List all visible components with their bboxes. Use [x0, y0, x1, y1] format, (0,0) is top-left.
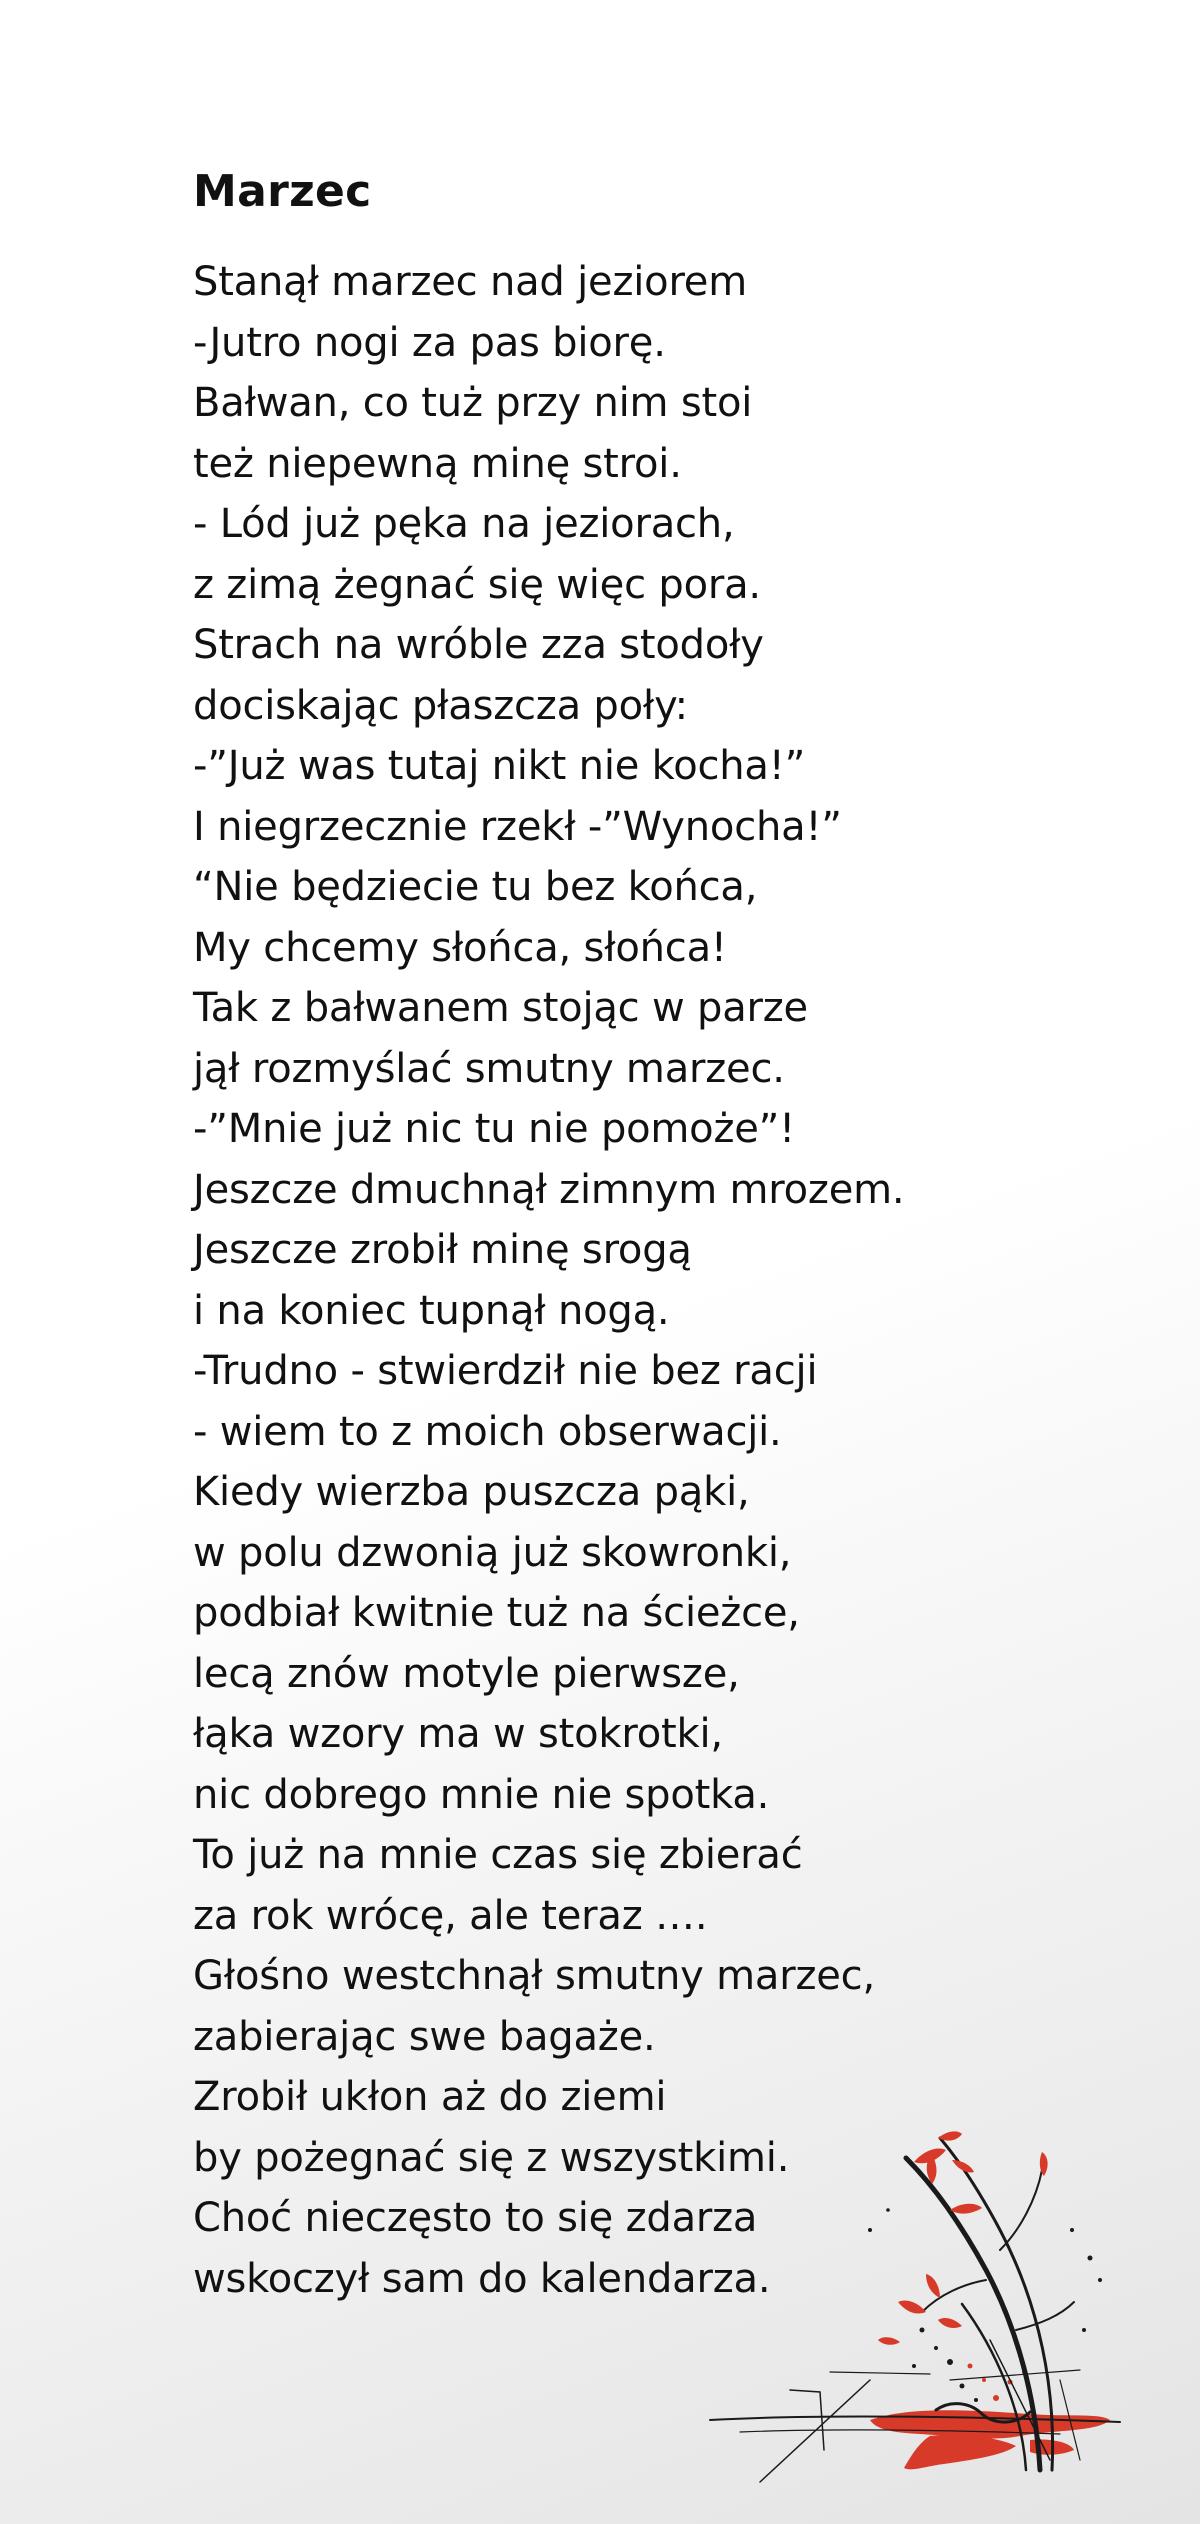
red-dot	[968, 2364, 973, 2369]
branch-stem	[1000, 2170, 1042, 2250]
poem-line: -Trudno - stwierdził nie bez racji	[193, 1348, 818, 1394]
branch-stem	[1016, 2302, 1074, 2330]
poem-line: - wiem to z moich obserwacji.	[193, 1408, 782, 1455]
leaf	[898, 2300, 926, 2313]
poem-line: Jeszcze dmuchnął zimnym mrozem.	[193, 1166, 905, 1213]
poem-lines	[193, 252, 1093, 2309]
poem-line: jął rozmyślać smutny marzec.	[193, 1045, 785, 1092]
poem-title: Marzec	[193, 166, 372, 217]
red-dot	[993, 2395, 999, 2401]
ink-dot	[912, 2364, 916, 2368]
ink-dot	[868, 2228, 872, 2232]
poem-line: My chcemy słońca, słońca!	[193, 924, 727, 971]
poem-line: i na koniec tupnął nogą.	[193, 1287, 670, 1334]
willow-branch-icon	[700, 2080, 1170, 2500]
ink-dot	[1088, 2256, 1093, 2261]
sketch-line	[830, 2372, 930, 2374]
ink-dot	[1070, 2228, 1074, 2232]
ink-dot	[886, 2208, 890, 2212]
poem-line: Bałwan, co tuż przy nim stoi	[193, 380, 753, 426]
poem-line: -”Już was tutaj nikt nie kocha!”	[193, 743, 806, 789]
poem-line: Głośno westchnął smutny marzec,	[193, 1953, 875, 1999]
red-splash	[904, 2435, 1016, 2470]
poem-line: w polu dzwonią już skowronki,	[193, 1529, 792, 1576]
poem-line: by pożegnać się z wszystkimi.	[193, 2134, 790, 2181]
leaf	[950, 2204, 982, 2214]
leaf-group	[878, 2131, 1048, 2344]
ink-dot	[947, 2359, 953, 2365]
red-dot	[982, 2378, 986, 2382]
poem-line: Strach na wróble zza stodoły	[193, 622, 764, 668]
poem-line: Tak z bałwanem stojąc w parze	[193, 985, 808, 1031]
poem-line: zabierając swe bagaże.	[193, 2013, 656, 2060]
poem-line: łąka wzory ma w stokrotki,	[193, 1711, 723, 1757]
poem-line: Jeszcze zrobił minę srogą	[193, 1227, 692, 1273]
poem-line: nic dobrego mnie nie spotka.	[193, 1771, 770, 1818]
poem-line: z zimą żegnać się więc pora.	[193, 561, 761, 608]
ink-dot	[1098, 2278, 1102, 2282]
leaf	[926, 2274, 940, 2298]
sketch-line	[950, 2370, 1080, 2380]
poem-line: -Jutro nogi za pas biorę.	[193, 319, 666, 366]
poem-line: I niegrzecznie rzekł -”Wynocha!”	[193, 803, 842, 850]
poem-line: też niepewną minę stroi.	[193, 440, 682, 487]
poem-line: lecą znów motyle pierwsze,	[193, 1650, 740, 1697]
poem-line: “Nie będziecie tu bez końca,	[193, 864, 758, 910]
poem	[193, 150, 1093, 2309]
poem-line: wskoczył sam do kalendarza.	[193, 2255, 771, 2302]
leaf	[938, 2318, 962, 2328]
poem-line: dociskając płaszcza poły:	[193, 682, 688, 729]
ink-dot	[934, 2346, 938, 2350]
poem-line: Stanął marzec nad jeziorem	[193, 259, 747, 305]
poem-line: To już na mnie czas się zbierać	[193, 1832, 803, 1878]
leaf	[878, 2337, 900, 2345]
ink-dot	[1082, 2328, 1086, 2332]
sketch-line	[790, 2390, 824, 2450]
poem-line: Zrobił ukłon aż do ziemi	[193, 2074, 667, 2120]
leaf	[938, 2131, 962, 2140]
ink-dot	[960, 2384, 965, 2389]
poem-line: za rok wrócę, ale teraz ….	[193, 1892, 708, 1939]
poem-line: podbiał kwitnie tuż na ścieżce,	[193, 1590, 800, 1636]
poem-line: -”Mnie już nic tu nie pomoże”!	[193, 1106, 796, 1152]
ink-dot	[920, 2328, 925, 2333]
ink-dot	[974, 2398, 978, 2402]
poem-line: Choć nieczęsto to się zdarza	[193, 2195, 758, 2241]
poem-line: - Lód już pęka na jeziorach,	[193, 501, 735, 547]
poem-line: Kiedy wierzba puszcza pąki,	[193, 1469, 750, 1515]
